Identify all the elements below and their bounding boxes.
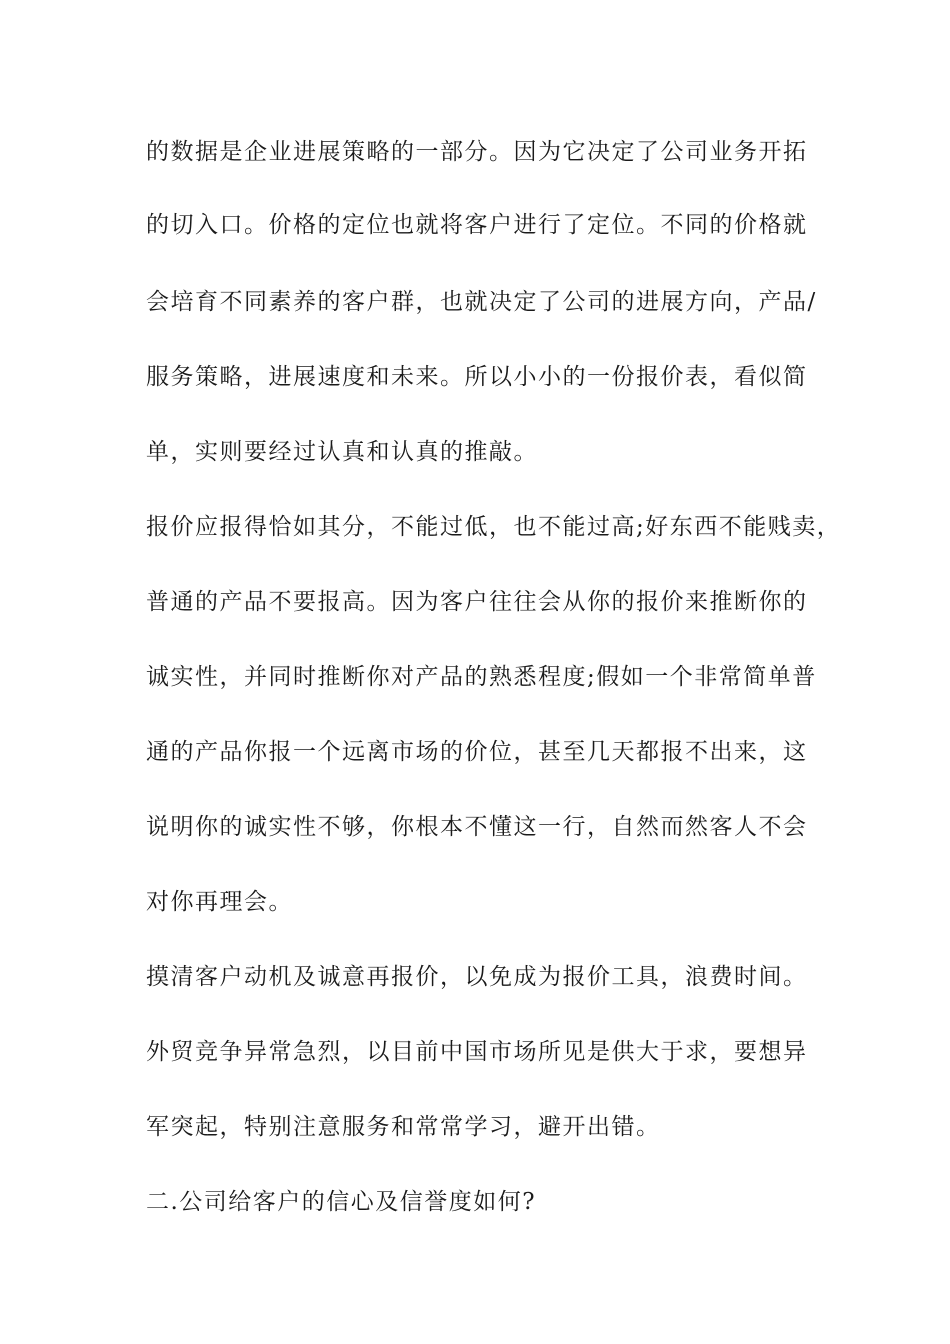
paragraph-2-line-3: 诚实性，并同时推断你对产品的熟悉程度;假如一个非常简单普 <box>146 664 817 690</box>
paragraph-2-line-1: 报价应报得恰如其分，不能过低，也不能过高;好东西不能贱卖， <box>146 514 842 540</box>
paragraph-4-line-1: 外贸竞争异常急烈，以目前中国市场所见是供大于求，要想异 <box>146 1039 808 1065</box>
paragraph-1-line-2: 的切入口。价格的定位也就将客户进行了定位。不同的价格就 <box>146 212 808 238</box>
paragraph-1-line-3: 会培育不同素养的客户群，也就决定了公司的进展方向，产品/ <box>146 289 817 315</box>
section-heading-2: 二.公司给客户的信心及信誉度如何? <box>146 1189 537 1215</box>
paragraph-4-line-2: 军突起，特别注意服务和常常学习，避开出错。 <box>146 1114 661 1140</box>
paragraph-2-line-4: 通的产品你报一个远离市场的价位，甚至几天都报不出来，这 <box>146 739 808 765</box>
paragraph-2-line-2: 普通的产品不要报高。因为客户往往会从你的报价来推断你的 <box>146 589 808 615</box>
paragraph-2-line-5: 说明你的诚实性不够，你根本不懂这一行，自然而然客人不会 <box>146 814 808 840</box>
paragraph-3-line-1: 摸清客户动机及诚意再报价，以免成为报价工具，浪费时间。 <box>146 964 808 990</box>
paragraph-2-line-6: 对你再理会。 <box>146 889 293 915</box>
paragraph-1-line-4: 服务策略，进展速度和未来。所以小小的一份报价表，看似简 <box>146 364 808 390</box>
paragraph-1-line-1: 的数据是企业进展策略的一部分。因为它决定了公司业务开拓 <box>146 139 808 165</box>
paragraph-1-line-5: 单，实则要经过认真和认真的推敲。 <box>146 439 538 465</box>
